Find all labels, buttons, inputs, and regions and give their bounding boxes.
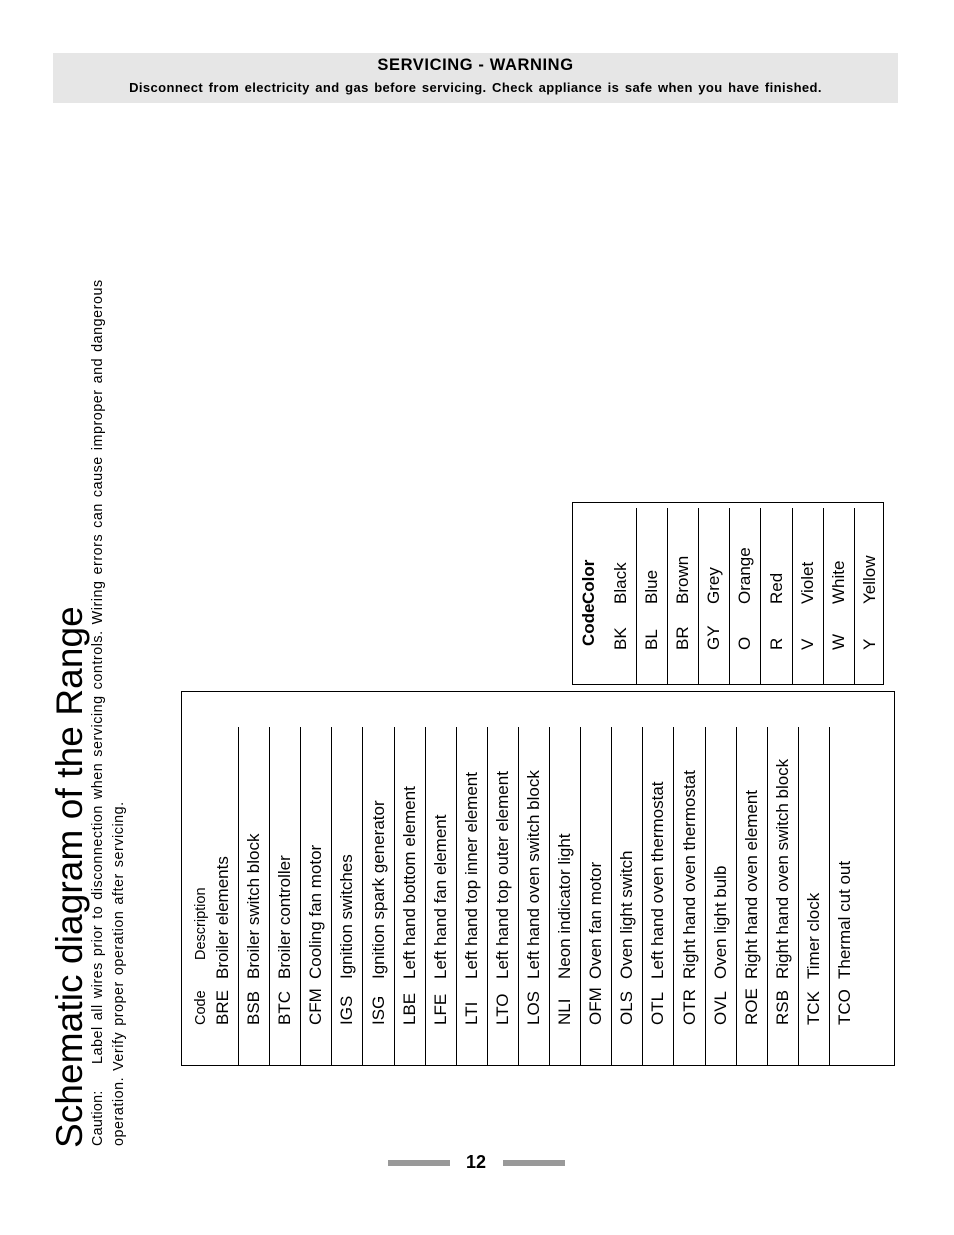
table-row <box>611 727 643 1065</box>
component-description: Oven light switch <box>617 850 637 979</box>
table-row <box>605 508 637 684</box>
component-description: Ignition spark generator <box>368 800 388 979</box>
component-code: OLS <box>617 990 637 1025</box>
component-description: Oven light bulb <box>710 865 730 979</box>
caution-text-1: Label all wires prior to disconnection when servicing controls. Wiring errors can cause improper and dangerous <box>90 279 106 1064</box>
caution-label: Caution: <box>90 1090 106 1146</box>
color-code: BR <box>673 626 693 650</box>
table-row <box>761 508 793 684</box>
component-code: BSB <box>244 990 264 1025</box>
color-code: W <box>828 633 848 650</box>
component-code: OFM <box>586 987 606 1025</box>
table-row <box>518 727 550 1065</box>
page-title: Schematic diagram of the Range <box>49 606 90 1148</box>
table-row <box>823 508 855 684</box>
color-code: O <box>735 636 755 650</box>
table-row <box>854 501 885 684</box>
table-row <box>331 727 363 1065</box>
table-row <box>425 727 457 1065</box>
table-row <box>667 508 699 684</box>
component-code: ISG <box>368 995 388 1025</box>
codes-header-code: Code <box>193 990 209 1025</box>
color-name: Orange <box>735 547 755 604</box>
table-row <box>363 727 395 1065</box>
color-code: BK <box>611 627 630 650</box>
component-code: OTR <box>679 989 699 1025</box>
color-name: Violet <box>797 561 817 604</box>
table-row <box>829 690 860 1065</box>
warning-title: SERVICING - WARNING <box>377 56 574 74</box>
component-description: Neon indicator light <box>555 833 575 979</box>
component-code: LBE <box>399 992 419 1025</box>
component-description: Cooling fan motor <box>306 844 326 979</box>
component-description: Ignition switches <box>337 854 357 979</box>
wire-color-table <box>572 502 884 685</box>
component-description: Left hand top outer element <box>492 771 512 979</box>
component-description: Broiler switch block <box>244 833 264 979</box>
table-row <box>767 727 799 1065</box>
codes-header-description: Description <box>193 887 209 960</box>
table-row <box>674 727 706 1065</box>
table-row <box>394 727 426 1065</box>
page-number-bar-right <box>503 1160 565 1166</box>
color-code: R <box>766 637 786 650</box>
color-header-code: Code <box>579 603 598 646</box>
component-description: Left hand bottom element <box>399 786 419 979</box>
warning-text: Disconnect from electricity and gas before servicing. Check appliance is safe when you have finished. <box>129 80 822 95</box>
table-row <box>798 727 830 1065</box>
component-code: LFE <box>430 993 450 1025</box>
color-name: Yellow <box>859 555 879 604</box>
table-row <box>705 727 737 1065</box>
component-description: Timer clock <box>803 892 823 979</box>
color-name: Grey <box>704 567 724 604</box>
component-description: Left hand fan element <box>430 814 450 979</box>
component-code: LOS <box>524 990 543 1025</box>
component-description: Right hand oven switch block <box>772 758 792 979</box>
color-code: BL <box>642 629 662 650</box>
table-row <box>456 727 488 1065</box>
component-code: RSB <box>772 990 792 1025</box>
color-name: Blue <box>642 569 662 604</box>
color-code: Y <box>859 638 879 650</box>
component-description: Right hand oven element <box>741 789 761 979</box>
component-description: Broiler elements <box>213 856 232 979</box>
caution-line-1 <box>90 279 107 1146</box>
table-row <box>487 727 519 1065</box>
color-code: GY <box>704 625 724 650</box>
component-description: Left hand top inner element <box>461 772 481 979</box>
table-row <box>698 508 730 684</box>
component-description: Right hand oven thermostat <box>679 770 699 979</box>
component-code: NLI <box>555 998 575 1025</box>
component-code: LTI <box>461 1001 481 1025</box>
table-row <box>729 508 761 684</box>
table-row <box>238 727 270 1065</box>
component-codes-table <box>181 691 895 1066</box>
caution-line-2: operation. Verify proper operation after servicing. <box>111 801 127 1146</box>
table-row <box>549 727 581 1065</box>
component-code: CFM <box>306 988 326 1025</box>
component-code: BRE <box>213 990 232 1025</box>
table-row <box>736 727 768 1065</box>
color-header-row <box>573 501 604 684</box>
component-description: Oven fan motor <box>586 861 606 979</box>
component-code: LTO <box>492 993 512 1025</box>
component-code: IGS <box>337 995 357 1025</box>
table-row <box>300 727 332 1065</box>
color-name: Black <box>611 562 630 604</box>
component-description: Left hand oven thermostat <box>648 781 668 979</box>
component-code: OVL <box>710 990 730 1025</box>
component-description: Thermal cut out <box>835 860 854 979</box>
component-description: Broiler controller <box>275 855 295 979</box>
page-number-bar-left <box>388 1160 450 1166</box>
color-name: Brown <box>673 555 693 604</box>
color-header-color: Color <box>579 559 598 604</box>
table-row <box>269 727 301 1065</box>
color-name: White <box>828 560 848 604</box>
page-number: 12 <box>465 1152 487 1172</box>
component-code: ROE <box>741 988 761 1025</box>
table-row <box>792 508 824 684</box>
component-code: BTC <box>275 991 295 1025</box>
table-row <box>207 727 239 1065</box>
component-description: Left hand oven switch block <box>524 770 543 979</box>
component-code: OTL <box>648 991 668 1025</box>
color-name: Red <box>766 572 786 604</box>
table-row <box>642 727 674 1065</box>
servicing-warning-box <box>53 53 898 103</box>
table-row <box>636 508 668 684</box>
table-row <box>580 727 612 1065</box>
component-code: TCO <box>835 989 854 1025</box>
color-code: V <box>797 638 817 650</box>
component-code: TCK <box>803 991 823 1025</box>
